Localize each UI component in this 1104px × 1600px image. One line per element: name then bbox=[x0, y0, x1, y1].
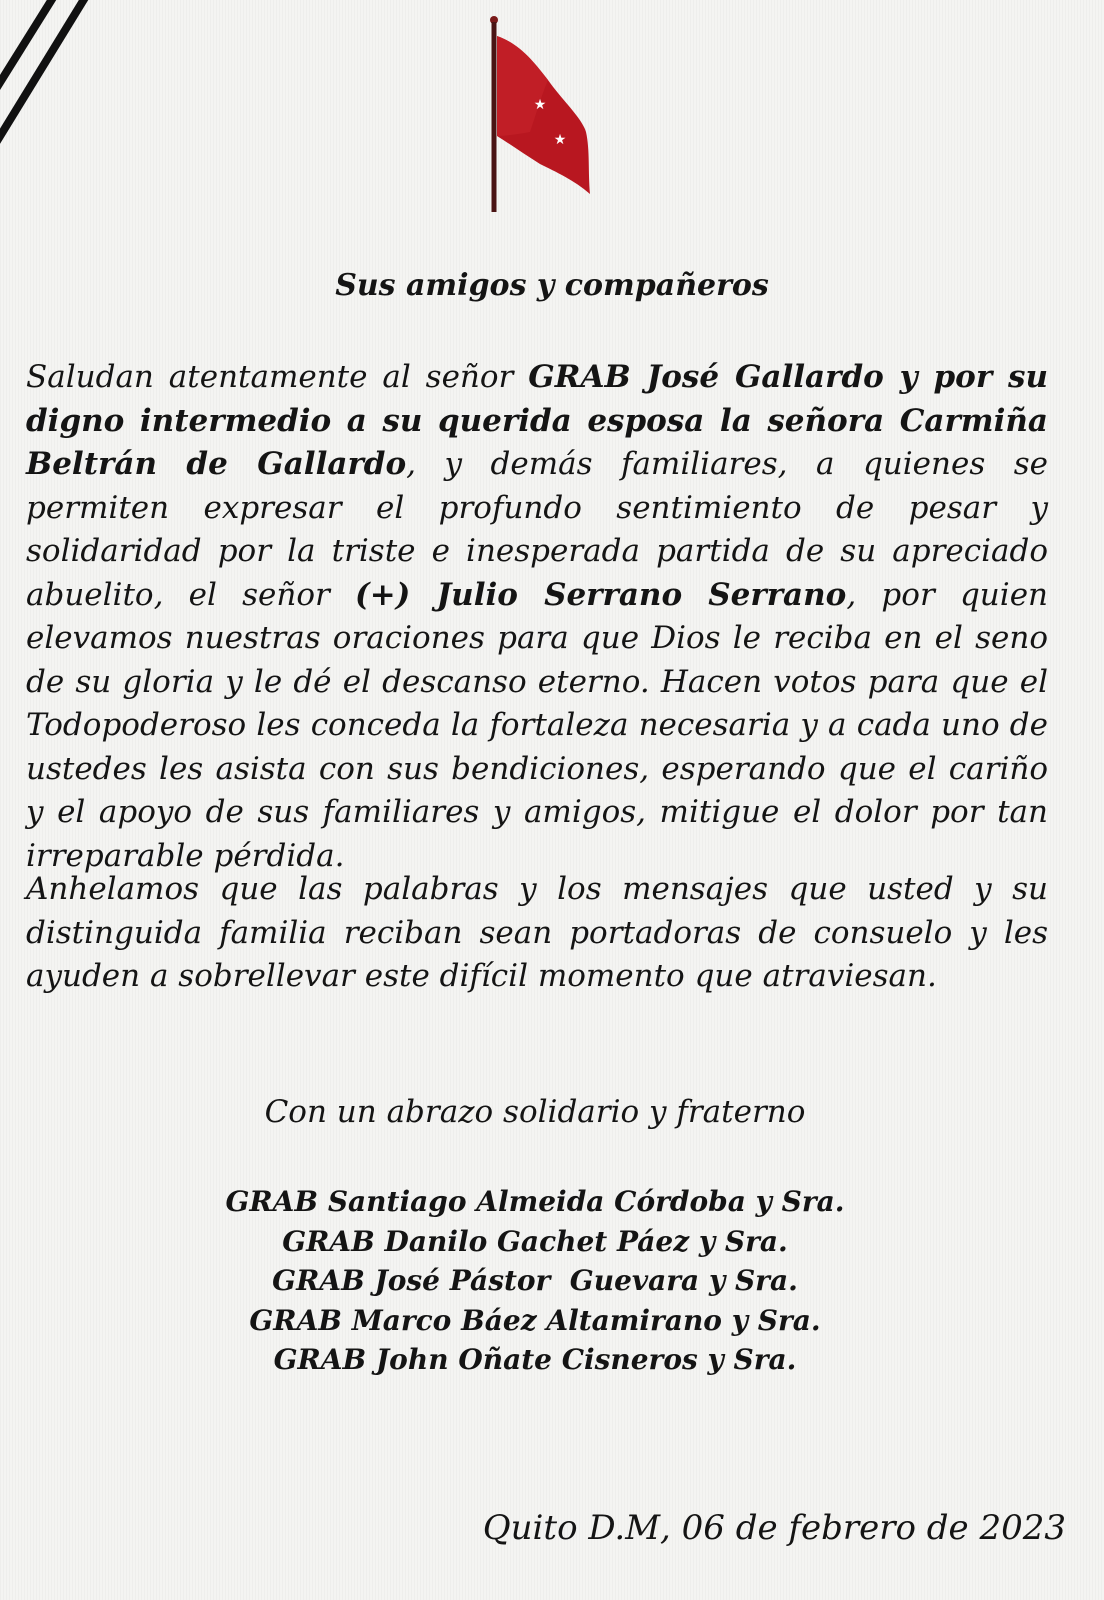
condolence-paragraph-1 bbox=[26, 356, 1048, 878]
signatory: GRAB Danilo Gachet Páez y Sra. bbox=[282, 1224, 788, 1258]
closing-line: Con un abrazo solidario y fraterno bbox=[264, 1094, 806, 1130]
signatory: GRAB Marco Báez Altamirano y Sra. bbox=[249, 1303, 821, 1337]
signatory: GRAB José Pástor Guevara y Sra. bbox=[272, 1264, 798, 1297]
signatory: GRAB John Oñate Cisneros y Sra. bbox=[273, 1343, 797, 1376]
deceased-name: (+) Julio Serrano Serrano bbox=[355, 576, 847, 613]
svg-text:★: ★ bbox=[553, 132, 567, 148]
flag-icon bbox=[490, 14, 602, 219]
paragraph1-text-1: Saludan atentamente al señor bbox=[26, 359, 529, 395]
condolence-paragraph-2: Anhelamos que las palabras y los mensajes que usted y su distinguida familia reciban sean portadoras de consuelo y les ayuden a sobrellevar este difícil momento que atraviesan. bbox=[26, 871, 1048, 994]
svg-text:★: ★ bbox=[533, 97, 547, 113]
signatories-list bbox=[0, 1182, 1070, 1380]
recipient-names: GRAB José Gallardo y por su digno intermedio a su querida esposa la señora Carmiña Beltrán de Gallardo bbox=[26, 359, 1049, 482]
page-heading: Sus amigos y compañeros bbox=[335, 268, 769, 303]
paragraph1-text-3: , por quien elevamos nuestras oraciones para que Dios le reciba en el seno de su gloria y le dé el descanso eterno. Hacen votos para que el Todopoderoso les conceda la fortaleza necesaria y a cada uno de ustedes les asista con sus bendiciones, esperando que el cariño y el apoyo de sus familiares y amigos, mitigue el dolor por tan irreparable pérdida. bbox=[26, 576, 1049, 874]
signatory: GRAB Santiago Almeida Córdoba y Sra. bbox=[225, 1185, 845, 1218]
mourning-stripes-decoration bbox=[0, 0, 100, 160]
place-and-date: Quito D.M, 06 de febrero de 2023 bbox=[482, 1508, 1066, 1548]
paragraph1-text-2: , y demás familiares, a quienes se permiten expresar el profundo sentimiento de pesar y solidaridad por la triste e inesperada partida de su apreciado abuelito, el señor bbox=[26, 446, 1048, 613]
